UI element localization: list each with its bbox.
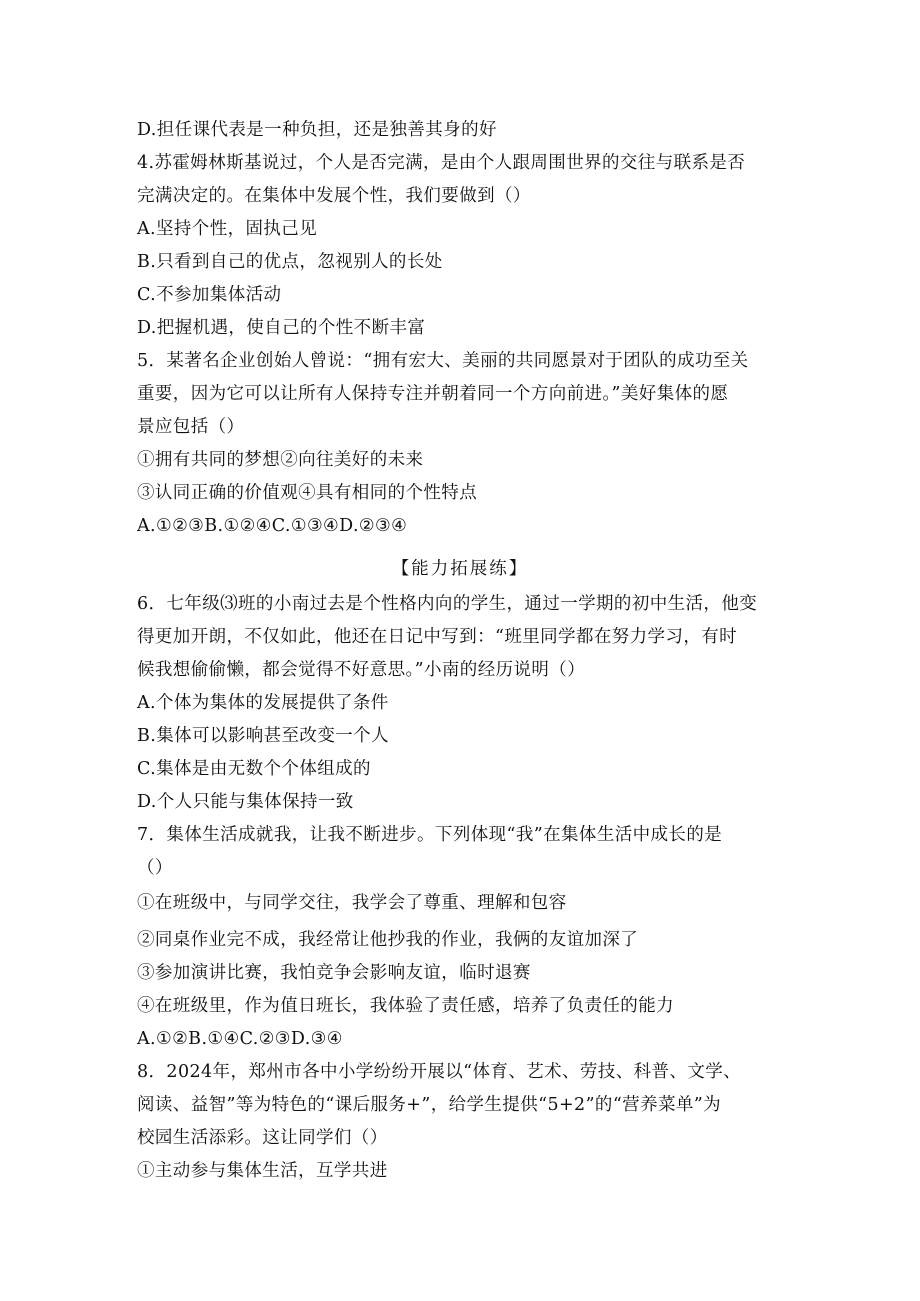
option-line: A.①②B.①④C.②③D.③④ — [137, 1029, 343, 1049]
question-stem: 完满决定的。在集体中发展个性，我们要做到（） — [137, 186, 531, 206]
option-line: D.个人只能与集体保持一致 — [137, 792, 354, 812]
question-stem: 6．七年级⑶班的小南过去是个性格内向的学生，通过一学期的初中生活，他变 — [137, 594, 758, 614]
section-heading: 【能力拓展练】 — [391, 559, 529, 579]
statement-line: ③认同正确的价值观④具有相同的个性特点 — [137, 483, 478, 503]
statement-line: ①拥有共同的梦想②向往美好的未来 — [137, 450, 424, 470]
option-line: B.只看到自己的优点，忽视别人的长处 — [137, 252, 443, 272]
question-stem: 8．2024年，郑州市各中小学纷纷开展以“体育、艺术、劳技、科普、文学、 — [137, 1062, 742, 1082]
option-line: A.①②③B.①②④C.①③④D.②③④ — [137, 516, 408, 536]
statement-line: ①主动参与集体生活，互学共进 — [137, 1161, 388, 1181]
option-line: A.坚持个性，固执己见 — [137, 219, 318, 239]
question-stem: 景应包括（） — [137, 417, 245, 437]
question-stem: 4.苏霍姆林斯基说过，个人是否完满，是由个人跟周围世界的交往与联系是否 — [137, 153, 746, 173]
question-stem: 阅读、益智”等为特色的“课后服务+”，给学生提供“5+2”的“营养菜单”为 — [137, 1095, 722, 1115]
question-stem: 5．某著名企业创始人曾说：“拥有宏大、美丽的共同愿景对于团队的成功至关 — [137, 351, 749, 371]
question-stem: 重要，因为它可以让所有人保持专注并朝着同一个方向前进。”美好集体的愿 — [137, 384, 729, 404]
option-line: D.把握机遇，使自己的个性不断丰富 — [137, 318, 426, 338]
option-line: A.个体为集体的发展提供了条件 — [137, 693, 389, 713]
question-stem: 校园生活添彩。这让同学们（） — [137, 1128, 388, 1148]
statement-line: ③参加演讲比赛，我怕竞争会影响友谊，临时退赛 — [137, 963, 531, 983]
question-stem: 7．集体生活成就我，让我不断进步。下列体现“我”在集体生活中成长的是 — [137, 825, 723, 845]
option-line: C.集体是由无数个个体组成的 — [137, 759, 371, 779]
question-stem: 得更加开朗，不仅如此，他还在日记中写到：“班里同学都在努力学习，有时 — [137, 627, 738, 647]
statement-line: ②同桌作业完不成，我经常让他抄我的作业，我俩的友谊加深了 — [137, 930, 639, 950]
option-line: B.集体可以影响甚至改变一个人 — [137, 726, 389, 746]
statement-line: ①在班级中，与同学交往，我学会了尊重、理解和包容 — [137, 893, 567, 913]
statement-line: ④在班级里，作为值日班长，我体验了责任感，培养了负责任的能力 — [137, 996, 674, 1016]
question-stem: （） — [137, 858, 173, 878]
option-line: C.不参加集体活动 — [137, 285, 282, 305]
question-stem: 候我想偷偷懒，都会觉得不好意思。”小南的经历说明（） — [137, 660, 586, 680]
option-line: D.担任课代表是一种负担，还是独善其身的好 — [137, 120, 497, 140]
